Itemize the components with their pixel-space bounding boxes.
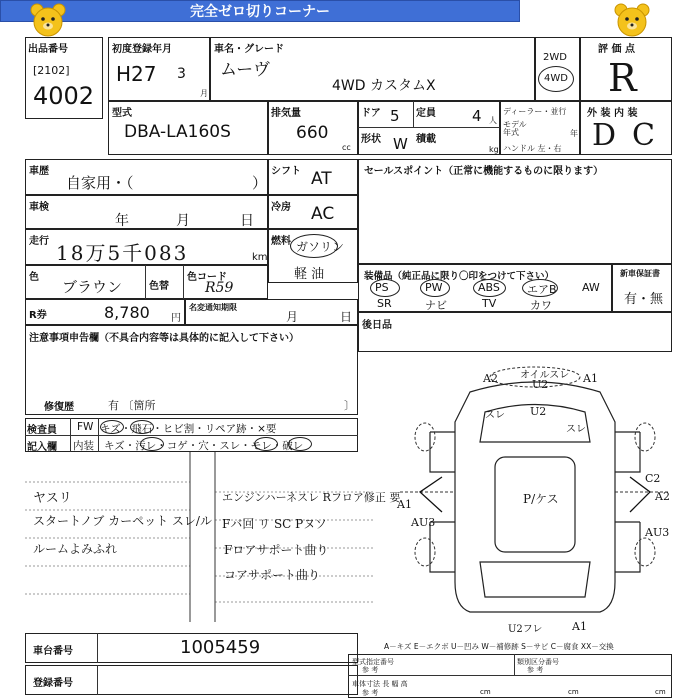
sales-point-label: セールスポイント（正常に機能するものに限ります） <box>364 166 604 177</box>
first-reg-month: 3 <box>177 66 186 82</box>
interior-items: キズ・汚レ・コゲ・穴・スレ・モレ・破レ <box>104 440 304 452</box>
equipment-item: エアB <box>527 283 557 296</box>
damage-legend: A－キズ E－エクボ U－凹み W－補修跡 S－サビ C－腐食 XX－交換 <box>384 642 614 651</box>
damage-mark: A1 <box>397 498 412 511</box>
damage-mark: スレ <box>566 424 586 435</box>
circle-mark <box>288 437 312 451</box>
color-value: ブラウン <box>62 278 123 296</box>
damage-mark: C2 <box>645 472 661 485</box>
equipment-item: SR <box>377 297 392 310</box>
registration-box <box>25 665 358 695</box>
equipment-item: PW <box>425 281 443 294</box>
displacement-value: 660 <box>296 123 329 143</box>
equipment-item: PS <box>375 281 389 294</box>
equipment-circle-mark <box>420 279 450 297</box>
lot-code: [2102] <box>33 64 70 77</box>
damage-mark: U2フレ <box>508 624 543 635</box>
car-name-label: 車名・グレード <box>214 44 284 55</box>
damage-mark: AU3 <box>645 526 670 539</box>
history-box <box>25 159 268 195</box>
mascot-bear-icon <box>28 2 68 38</box>
capacity-value: 4 <box>472 107 482 125</box>
mileage-value: 18万5千083 <box>56 241 189 265</box>
handwritten-note: スタートノブ カーペット スレ/ル <box>33 514 212 528</box>
equipment-circle-mark <box>370 279 400 297</box>
inspection-box <box>25 195 268 229</box>
displacement-label: 排気量 <box>271 108 301 119</box>
damage-mark: A1 <box>583 372 598 385</box>
circle-mark <box>130 420 154 434</box>
mascot-bear-icon <box>612 2 652 38</box>
lined-notes-area <box>25 452 375 622</box>
repair-value: 有 〔箇所 <box>108 399 156 412</box>
handwritten-note: コアサポート曲り <box>224 568 321 582</box>
model-label: 型式 <box>112 108 132 119</box>
circle-mark <box>140 437 164 451</box>
equipment-label: 装備品（純正品に限り〇印をつけて下さい） <box>364 271 555 282</box>
damage-mark: U2 <box>532 378 549 391</box>
shift-value: AT <box>311 169 332 189</box>
page-title: 完全ゼロ切りコーナー <box>0 0 520 22</box>
first-reg-year: H27 <box>116 62 157 86</box>
car-name: ムーヴ <box>220 60 271 80</box>
damage-mark: スレ <box>485 410 505 421</box>
handwritten-note: Fバ回 リ SC Pヌソ <box>222 517 327 531</box>
handwritten-note: Fロアサポート曲り <box>224 543 329 557</box>
lot-label: 出品番号 <box>28 44 68 55</box>
after-install-box <box>358 312 672 352</box>
equipment-circle-mark <box>473 279 506 297</box>
interior-grade: C <box>632 118 655 153</box>
damage-mark: U2 <box>530 405 547 418</box>
notes-label: 注意事項申告欄（不具合内容等は具体的に記入して下さい） <box>29 333 299 344</box>
grade-point-value: R <box>608 56 637 100</box>
model-value: DBA-LA160S <box>124 122 231 142</box>
first-reg-label: 初度登録年月 <box>112 44 172 55</box>
equipment-item: カワ <box>530 299 552 312</box>
circle-mark <box>100 420 124 434</box>
damage-mark: オイルスレ <box>520 370 570 381</box>
drive-4wd: 4WD <box>544 73 568 84</box>
equipment-item: AW <box>582 281 600 294</box>
drive-2wd: 2WD <box>543 52 567 63</box>
circle-mark <box>254 437 278 451</box>
handwritten-note: ヤスリ <box>33 491 72 506</box>
inspector-items: キズ・飛石・ヒビ割・リペア跡・×要 <box>100 423 277 435</box>
car-grade: 4WD カスタムX <box>332 78 436 94</box>
equipment-item: ABS <box>478 281 500 294</box>
shape-value: W <box>393 135 408 153</box>
handwritten-note: エンジンハーネスレ Rフロア修正 要 <box>222 491 401 504</box>
recycle-value: 8,780 <box>104 303 150 322</box>
damage-mark: A2 <box>655 490 670 503</box>
grade-point-label: 評 価 点 <box>598 44 635 55</box>
ac-value: AC <box>311 204 335 224</box>
history-value: 自家用・（ <box>66 174 134 192</box>
warranty-value: 有・無 <box>624 292 664 307</box>
fuel-diesel: 軽 油 <box>294 267 325 282</box>
doors-value: 5 <box>390 107 400 125</box>
color-code-value: R59 <box>205 280 234 296</box>
exterior-grade: D <box>592 118 617 153</box>
damage-mark: A1 <box>572 620 587 633</box>
damage-mark: AU3 <box>411 516 436 529</box>
equipment-circle-mark <box>522 279 558 297</box>
equipment-item: TV <box>482 297 497 310</box>
bottom-form-box <box>348 654 672 698</box>
lot-number: 4002 <box>33 82 95 110</box>
damage-mark: P/ケス <box>523 492 559 506</box>
fuel-gasoline: ガソリン <box>296 240 345 254</box>
damage-mark: A2 <box>483 372 498 385</box>
handwritten-note: ルームよみふれ <box>33 542 118 556</box>
exterior-interior-label: 外 装 内 装 <box>587 108 638 119</box>
chassis-number: 1005459 <box>180 637 261 658</box>
equipment-item: ナビ <box>425 299 447 312</box>
